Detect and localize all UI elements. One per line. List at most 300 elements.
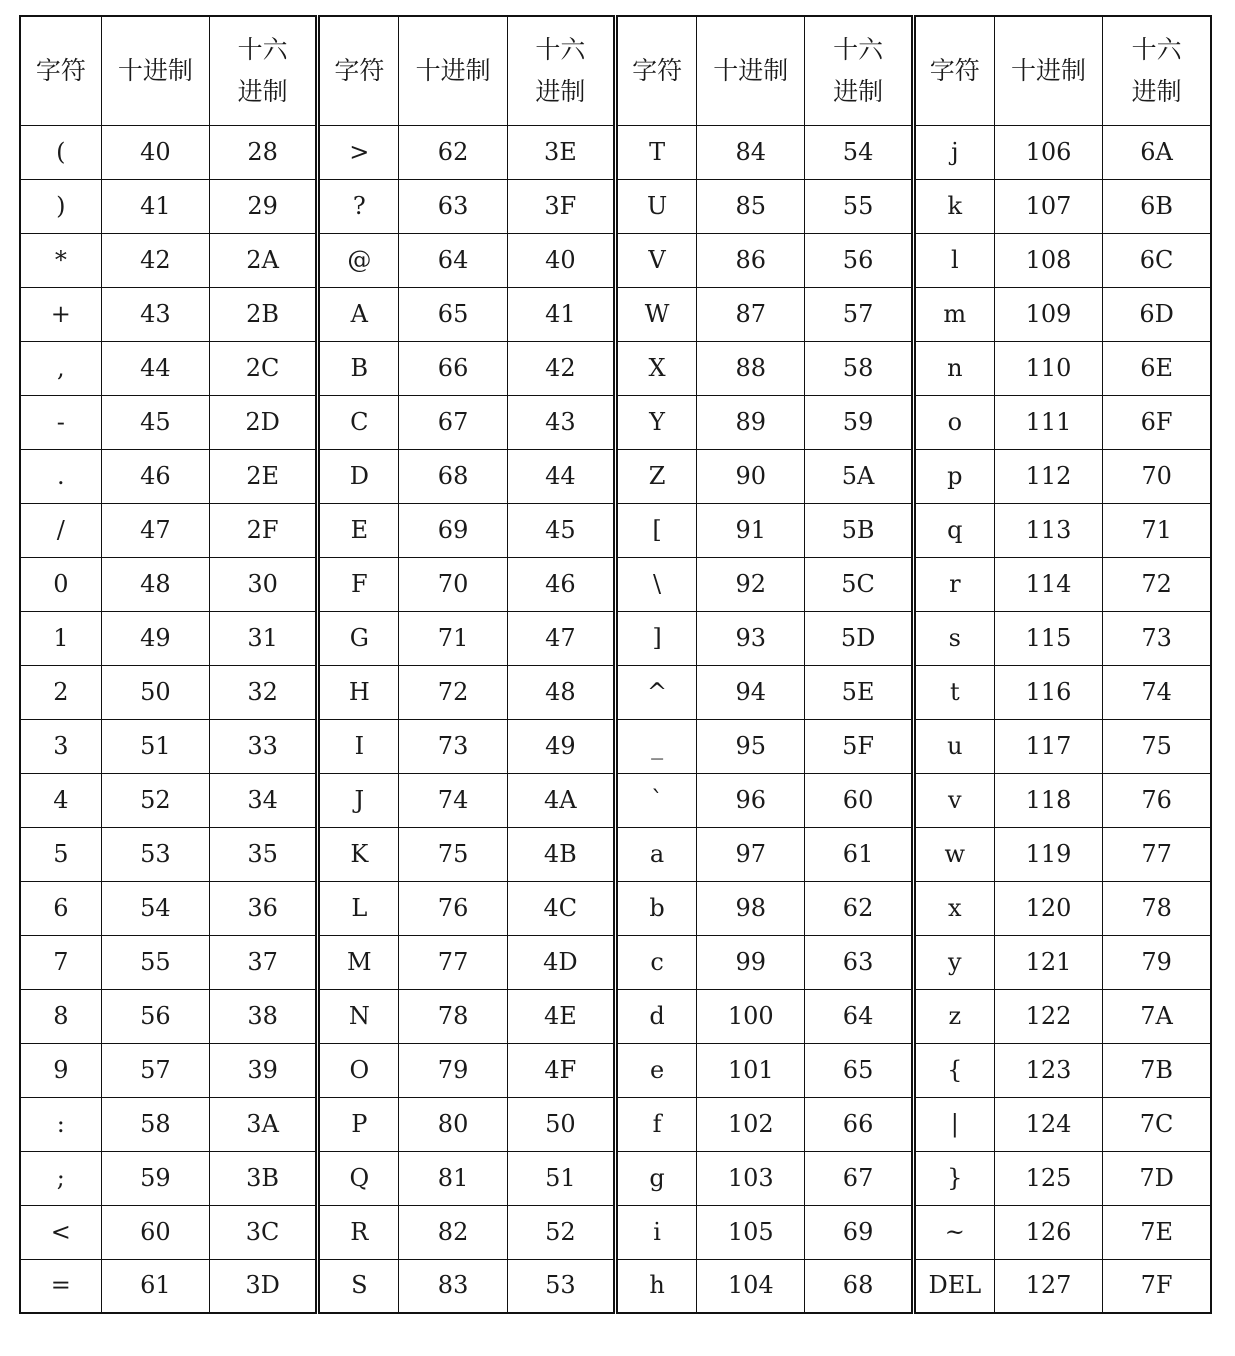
- cell-char: g: [615, 1151, 696, 1205]
- cell-hex: 56: [805, 233, 913, 287]
- cell-char: y: [913, 935, 994, 989]
- cell-char: 3: [20, 719, 101, 773]
- cell-char: -: [20, 395, 101, 449]
- cell-hex: 53: [507, 1259, 615, 1313]
- cell-hex: 58: [805, 341, 913, 395]
- cell-hex: 30: [209, 557, 317, 611]
- table-row: [20, 125, 1211, 179]
- cell-dec: 46: [101, 449, 209, 503]
- cell-dec: 109: [994, 287, 1102, 341]
- cell-dec: 60: [101, 1205, 209, 1259]
- cell-dec: 66: [399, 341, 507, 395]
- cell-hex: 49: [507, 719, 615, 773]
- cell-char: K: [318, 827, 399, 881]
- cell-char: \: [615, 557, 696, 611]
- cell-dec: 86: [697, 233, 805, 287]
- cell-dec: 56: [101, 989, 209, 1043]
- cell-dec: 80: [399, 1097, 507, 1151]
- cell-hex: 2F: [209, 503, 317, 557]
- cell-hex: 79: [1103, 935, 1211, 989]
- cell-char: ,: [20, 341, 101, 395]
- cell-char: ]: [615, 611, 696, 665]
- cell-hex: 71: [1103, 503, 1211, 557]
- cell-char: /: [20, 503, 101, 557]
- cell-hex: 68: [805, 1259, 913, 1313]
- cell-dec: 70: [399, 557, 507, 611]
- cell-hex: 5A: [805, 449, 913, 503]
- cell-hex: 38: [209, 989, 317, 1043]
- table-row: [20, 1043, 1211, 1097]
- cell-dec: 102: [697, 1097, 805, 1151]
- header-dec: 十进制: [399, 16, 507, 125]
- cell-char: s: [913, 611, 994, 665]
- cell-char: U: [615, 179, 696, 233]
- cell-hex: 73: [1103, 611, 1211, 665]
- cell-dec: 91: [697, 503, 805, 557]
- cell-dec: 82: [399, 1205, 507, 1259]
- cell-dec: 97: [697, 827, 805, 881]
- cell-dec: 100: [697, 989, 805, 1043]
- cell-char: :: [20, 1097, 101, 1151]
- table-row: [20, 395, 1211, 449]
- cell-char: Y: [615, 395, 696, 449]
- cell-char: a: [615, 827, 696, 881]
- header-hex: [805, 16, 913, 125]
- cell-hex: 75: [1103, 719, 1211, 773]
- cell-char: *: [20, 233, 101, 287]
- cell-char: 7: [20, 935, 101, 989]
- cell-char: w: [913, 827, 994, 881]
- cell-hex: 44: [507, 449, 615, 503]
- cell-hex: 47: [507, 611, 615, 665]
- cell-hex: 36: [209, 881, 317, 935]
- cell-hex: 46: [507, 557, 615, 611]
- cell-hex: 51: [507, 1151, 615, 1205]
- cell-dec: 47: [101, 503, 209, 557]
- cell-char: E: [318, 503, 399, 557]
- cell-hex: 7D: [1103, 1151, 1211, 1205]
- cell-char: X: [615, 341, 696, 395]
- cell-dec: 63: [399, 179, 507, 233]
- cell-char: l: [913, 233, 994, 287]
- cell-dec: 122: [994, 989, 1102, 1043]
- cell-dec: 71: [399, 611, 507, 665]
- header-dec: 十进制: [101, 16, 209, 125]
- cell-char: T: [615, 125, 696, 179]
- cell-dec: 67: [399, 395, 507, 449]
- cell-dec: 81: [399, 1151, 507, 1205]
- table-row: [20, 665, 1211, 719]
- cell-char: ): [20, 179, 101, 233]
- cell-dec: 88: [697, 341, 805, 395]
- cell-dec: 74: [399, 773, 507, 827]
- cell-dec: 103: [697, 1151, 805, 1205]
- cell-hex: 5F: [805, 719, 913, 773]
- table-row: [20, 233, 1211, 287]
- cell-dec: 40: [101, 125, 209, 179]
- cell-char: .: [20, 449, 101, 503]
- header-char: 字符: [318, 16, 399, 125]
- header-hex-line2: 进制: [237, 76, 288, 106]
- cell-dec: 108: [994, 233, 1102, 287]
- cell-hex: 52: [507, 1205, 615, 1259]
- cell-dec: 92: [697, 557, 805, 611]
- cell-hex: 76: [1103, 773, 1211, 827]
- cell-hex: 2E: [209, 449, 317, 503]
- header-hex-line1: 十六: [833, 34, 884, 64]
- cell-dec: 95: [697, 719, 805, 773]
- header-dec: 十进制: [697, 16, 805, 125]
- cell-dec: 75: [399, 827, 507, 881]
- header-hex-line1: 十六: [535, 34, 586, 64]
- cell-dec: 115: [994, 611, 1102, 665]
- cell-dec: 114: [994, 557, 1102, 611]
- cell-char: >: [318, 125, 399, 179]
- cell-char: z: [913, 989, 994, 1043]
- cell-hex: 7C: [1103, 1097, 1211, 1151]
- header-dec: 十进制: [994, 16, 1102, 125]
- cell-hex: 6A: [1103, 125, 1211, 179]
- cell-char: W: [615, 287, 696, 341]
- cell-dec: 59: [101, 1151, 209, 1205]
- cell-dec: 51: [101, 719, 209, 773]
- cell-dec: 87: [697, 287, 805, 341]
- cell-hex: 7E: [1103, 1205, 1211, 1259]
- cell-char: b: [615, 881, 696, 935]
- table-row: [20, 881, 1211, 935]
- header-char: 字符: [615, 16, 696, 125]
- table-row: [20, 719, 1211, 773]
- header-hex: [507, 16, 615, 125]
- cell-char: n: [913, 341, 994, 395]
- cell-hex: 4F: [507, 1043, 615, 1097]
- cell-char: d: [615, 989, 696, 1043]
- cell-hex: 61: [805, 827, 913, 881]
- cell-dec: 90: [697, 449, 805, 503]
- cell-char: x: [913, 881, 994, 935]
- cell-dec: 96: [697, 773, 805, 827]
- cell-char: F: [318, 557, 399, 611]
- cell-dec: 77: [399, 935, 507, 989]
- cell-hex: 45: [507, 503, 615, 557]
- table-row: [20, 503, 1211, 557]
- cell-hex: 39: [209, 1043, 317, 1097]
- cell-char: 2: [20, 665, 101, 719]
- cell-hex: 4E: [507, 989, 615, 1043]
- cell-dec: 116: [994, 665, 1102, 719]
- header-hex-line2: 进制: [535, 76, 586, 106]
- cell-hex: 48: [507, 665, 615, 719]
- cell-char: 0: [20, 557, 101, 611]
- cell-hex: 6D: [1103, 287, 1211, 341]
- cell-hex: 7F: [1103, 1259, 1211, 1313]
- cell-dec: 124: [994, 1097, 1102, 1151]
- header-hex-line2: 进制: [833, 76, 884, 106]
- header-char: 字符: [913, 16, 994, 125]
- cell-hex: 43: [507, 395, 615, 449]
- cell-hex: 4B: [507, 827, 615, 881]
- cell-char: (: [20, 125, 101, 179]
- cell-dec: 68: [399, 449, 507, 503]
- header-hex-line1: 十六: [237, 34, 288, 64]
- table-row: [20, 935, 1211, 989]
- cell-char: Q: [318, 1151, 399, 1205]
- cell-dec: 110: [994, 341, 1102, 395]
- header-char: 字符: [20, 16, 101, 125]
- cell-char: 1: [20, 611, 101, 665]
- cell-dec: 49: [101, 611, 209, 665]
- cell-dec: 45: [101, 395, 209, 449]
- cell-hex: 37: [209, 935, 317, 989]
- cell-hex: 3D: [209, 1259, 317, 1313]
- cell-hex: 62: [805, 881, 913, 935]
- cell-char: B: [318, 341, 399, 395]
- cell-dec: 72: [399, 665, 507, 719]
- cell-dec: 57: [101, 1043, 209, 1097]
- cell-hex: 7A: [1103, 989, 1211, 1043]
- cell-dec: 76: [399, 881, 507, 935]
- cell-hex: 3F: [507, 179, 615, 233]
- cell-hex: 6E: [1103, 341, 1211, 395]
- cell-hex: 33: [209, 719, 317, 773]
- cell-char: V: [615, 233, 696, 287]
- cell-dec: 99: [697, 935, 805, 989]
- header-hex-line1: 十六: [1131, 34, 1182, 64]
- cell-hex: 2C: [209, 341, 317, 395]
- cell-hex: 28: [209, 125, 317, 179]
- cell-dec: 105: [697, 1205, 805, 1259]
- cell-dec: 125: [994, 1151, 1102, 1205]
- cell-char: 9: [20, 1043, 101, 1097]
- cell-hex: 65: [805, 1043, 913, 1097]
- cell-dec: 101: [697, 1043, 805, 1097]
- cell-char: Z: [615, 449, 696, 503]
- cell-char: c: [615, 935, 696, 989]
- cell-char: 5: [20, 827, 101, 881]
- cell-char: t: [913, 665, 994, 719]
- cell-hex: 72: [1103, 557, 1211, 611]
- cell-hex: 57: [805, 287, 913, 341]
- cell-char: O: [318, 1043, 399, 1097]
- cell-char: ~: [913, 1205, 994, 1259]
- cell-char: 4: [20, 773, 101, 827]
- cell-hex: 7B: [1103, 1043, 1211, 1097]
- cell-char: 8: [20, 989, 101, 1043]
- cell-hex: 63: [805, 935, 913, 989]
- cell-hex: 64: [805, 989, 913, 1043]
- cell-char: f: [615, 1097, 696, 1151]
- cell-dec: 79: [399, 1043, 507, 1097]
- cell-dec: 112: [994, 449, 1102, 503]
- cell-char: [: [615, 503, 696, 557]
- table-row: [20, 557, 1211, 611]
- cell-char: e: [615, 1043, 696, 1097]
- cell-dec: 73: [399, 719, 507, 773]
- table-row: [20, 989, 1211, 1043]
- cell-char: ^: [615, 665, 696, 719]
- cell-dec: 83: [399, 1259, 507, 1313]
- cell-char: L: [318, 881, 399, 935]
- table-row: [20, 611, 1211, 665]
- cell-hex: 35: [209, 827, 317, 881]
- cell-dec: 54: [101, 881, 209, 935]
- cell-hex: 77: [1103, 827, 1211, 881]
- cell-char: `: [615, 773, 696, 827]
- table-row: [20, 1151, 1211, 1205]
- cell-char: =: [20, 1259, 101, 1313]
- cell-hex: 54: [805, 125, 913, 179]
- cell-hex: 3B: [209, 1151, 317, 1205]
- cell-hex: 6B: [1103, 179, 1211, 233]
- cell-hex: 5E: [805, 665, 913, 719]
- cell-hex: 32: [209, 665, 317, 719]
- cell-char: P: [318, 1097, 399, 1151]
- header-hex: [209, 16, 317, 125]
- cell-char: _: [615, 719, 696, 773]
- cell-hex: 42: [507, 341, 615, 395]
- cell-dec: 118: [994, 773, 1102, 827]
- cell-char: C: [318, 395, 399, 449]
- cell-char: p: [913, 449, 994, 503]
- cell-dec: 53: [101, 827, 209, 881]
- cell-char: ?: [318, 179, 399, 233]
- cell-hex: 59: [805, 395, 913, 449]
- cell-dec: 119: [994, 827, 1102, 881]
- cell-dec: 61: [101, 1259, 209, 1313]
- table-row: [20, 827, 1211, 881]
- cell-hex: 6C: [1103, 233, 1211, 287]
- cell-hex: 4D: [507, 935, 615, 989]
- cell-dec: 41: [101, 179, 209, 233]
- cell-dec: 126: [994, 1205, 1102, 1259]
- cell-hex: 69: [805, 1205, 913, 1259]
- cell-dec: 84: [697, 125, 805, 179]
- cell-hex: 2D: [209, 395, 317, 449]
- cell-char: I: [318, 719, 399, 773]
- cell-hex: 3E: [507, 125, 615, 179]
- cell-dec: 44: [101, 341, 209, 395]
- cell-char: }: [913, 1151, 994, 1205]
- cell-hex: 2B: [209, 287, 317, 341]
- cell-dec: 94: [697, 665, 805, 719]
- cell-hex: 41: [507, 287, 615, 341]
- cell-hex: 66: [805, 1097, 913, 1151]
- cell-dec: 48: [101, 557, 209, 611]
- cell-char: 6: [20, 881, 101, 935]
- cell-dec: 98: [697, 881, 805, 935]
- cell-char: o: [913, 395, 994, 449]
- cell-hex: 4A: [507, 773, 615, 827]
- table-row: [20, 179, 1211, 233]
- cell-char: k: [913, 179, 994, 233]
- cell-dec: 69: [399, 503, 507, 557]
- cell-char: @: [318, 233, 399, 287]
- cell-char: ;: [20, 1151, 101, 1205]
- cell-hex: 31: [209, 611, 317, 665]
- cell-hex: 3A: [209, 1097, 317, 1151]
- cell-char: |: [913, 1097, 994, 1151]
- cell-dec: 50: [101, 665, 209, 719]
- cell-char: DEL: [913, 1259, 994, 1313]
- cell-dec: 85: [697, 179, 805, 233]
- cell-dec: 121: [994, 935, 1102, 989]
- cell-hex: 5C: [805, 557, 913, 611]
- table-row: [20, 287, 1211, 341]
- cell-hex: 78: [1103, 881, 1211, 935]
- cell-dec: 117: [994, 719, 1102, 773]
- cell-dec: 113: [994, 503, 1102, 557]
- cell-char: G: [318, 611, 399, 665]
- header-hex-line2: 进制: [1131, 76, 1182, 106]
- cell-char: R: [318, 1205, 399, 1259]
- table-body: [20, 125, 1211, 1313]
- cell-hex: 4C: [507, 881, 615, 935]
- cell-char: m: [913, 287, 994, 341]
- cell-dec: 120: [994, 881, 1102, 935]
- cell-char: <: [20, 1205, 101, 1259]
- cell-char: H: [318, 665, 399, 719]
- cell-dec: 127: [994, 1259, 1102, 1313]
- cell-dec: 89: [697, 395, 805, 449]
- cell-char: A: [318, 287, 399, 341]
- cell-char: q: [913, 503, 994, 557]
- cell-char: M: [318, 935, 399, 989]
- cell-hex: 29: [209, 179, 317, 233]
- table-row: [20, 341, 1211, 395]
- cell-hex: 50: [507, 1097, 615, 1151]
- cell-hex: 5B: [805, 503, 913, 557]
- cell-dec: 62: [399, 125, 507, 179]
- cell-hex: 74: [1103, 665, 1211, 719]
- cell-dec: 104: [697, 1259, 805, 1313]
- cell-dec: 123: [994, 1043, 1102, 1097]
- cell-char: +: [20, 287, 101, 341]
- cell-dec: 58: [101, 1097, 209, 1151]
- table-row: [20, 1205, 1211, 1259]
- cell-char: r: [913, 557, 994, 611]
- table-row: [20, 773, 1211, 827]
- cell-dec: 111: [994, 395, 1102, 449]
- cell-dec: 107: [994, 179, 1102, 233]
- cell-dec: 78: [399, 989, 507, 1043]
- cell-hex: 5D: [805, 611, 913, 665]
- cell-char: {: [913, 1043, 994, 1097]
- cell-dec: 55: [101, 935, 209, 989]
- cell-char: N: [318, 989, 399, 1043]
- cell-dec: 43: [101, 287, 209, 341]
- cell-char: h: [615, 1259, 696, 1313]
- cell-char: v: [913, 773, 994, 827]
- cell-char: S: [318, 1259, 399, 1313]
- cell-hex: 2A: [209, 233, 317, 287]
- cell-dec: 52: [101, 773, 209, 827]
- ascii-code-table: [19, 15, 1212, 1314]
- cell-hex: 67: [805, 1151, 913, 1205]
- table-row: [20, 1097, 1211, 1151]
- cell-hex: 6F: [1103, 395, 1211, 449]
- cell-hex: 34: [209, 773, 317, 827]
- cell-hex: 55: [805, 179, 913, 233]
- cell-dec: 65: [399, 287, 507, 341]
- cell-char: D: [318, 449, 399, 503]
- cell-dec: 64: [399, 233, 507, 287]
- table-row: [20, 1259, 1211, 1313]
- cell-char: j: [913, 125, 994, 179]
- cell-dec: 93: [697, 611, 805, 665]
- cell-hex: 70: [1103, 449, 1211, 503]
- cell-dec: 106: [994, 125, 1102, 179]
- cell-char: u: [913, 719, 994, 773]
